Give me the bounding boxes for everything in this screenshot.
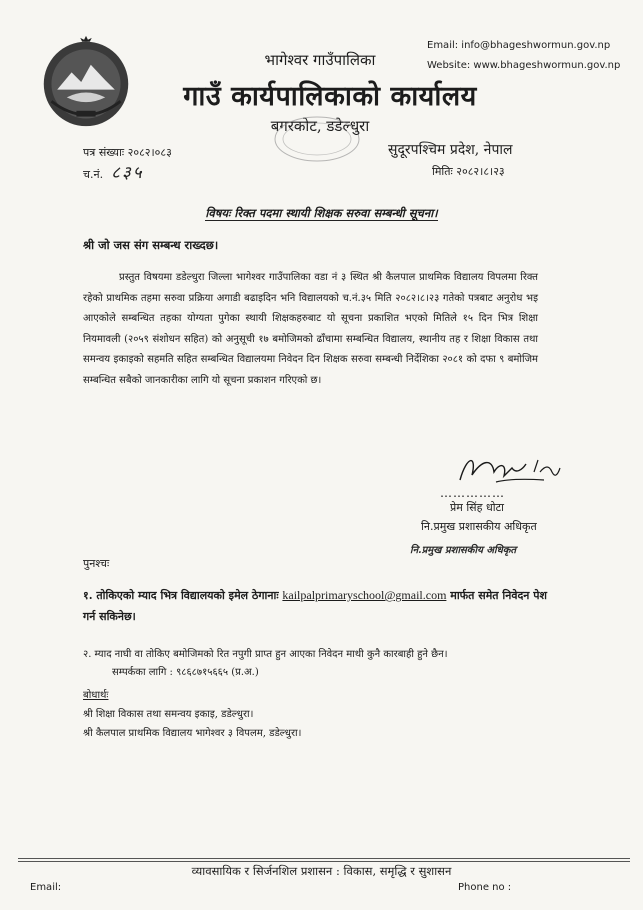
cc-item: श्री शिक्षा विकास तथा समन्वय इकाइ, डडेल्धुरा।: [83, 709, 254, 720]
chalani-number: [83, 163, 172, 185]
addressee: श्री जो जस संग सम्बन्ध राख्दछ।: [83, 238, 219, 252]
footer-email-label: Email:: [30, 882, 62, 893]
postscript-note-2: २. म्याद नाघी वा तोकिए बमोजिमको रित नपुगी प्राप्त हुन आएका निवेदन माथी कुनै कारबाही हुने छैन।: [83, 649, 448, 660]
contact-block: [427, 36, 620, 76]
municipality-name: भागेश्वर गाउँपालिका: [264, 51, 376, 69]
office-place: बगरकोट, डडेल्धुरा: [270, 117, 370, 135]
signature-dots: ……………: [440, 486, 505, 500]
chalani-label: च.नं.: [83, 168, 104, 181]
patra-sankhya: पत्र संख्याः २०८२।०८३: [83, 146, 172, 159]
letter-date: मितिः २०८२।८।२३: [432, 165, 505, 178]
note1-prefix: १. तोकिएको म्याद भित्र विद्यालयको इमेल ठेगानाः: [83, 589, 279, 602]
cc-block: [83, 686, 301, 743]
footer-phone-label: Phone no :: [458, 882, 512, 893]
subject-text: विषयः रिक्त पदमा स्थायी शिक्षक सरुवा सम्बन्धी सूचना।: [205, 206, 438, 220]
subject-line: [0, 206, 643, 221]
contact-number: सम्पर्कका लागि : ९८६८७१५६६५ (प्र.अ.): [112, 667, 259, 678]
cc-title: बोधार्थः: [83, 690, 109, 701]
signature-icon: [452, 450, 572, 490]
nepal-emblem-icon: [38, 34, 134, 130]
chalani-value: ८३५: [111, 163, 144, 183]
school-email-link[interactable]: kailpalprimaryschool@gmail.com: [282, 588, 447, 602]
body-paragraph: प्रस्तुत विषयमा डडेल्धुरा जिल्ला भागेश्वर गाउँपालिका वडा नं ३ स्थित श्री कैलपाल प्राथमिक विद्यालय विपलमा रिक्त रहेको प्राथमिक तहमा सरुवा प्रक्रिया अगाडी बढाइदिन भनि विद्यालयको च.नं.३५ मिति २०८२।८।२३ गतेको पत्रबाट अनुरोध भइ आएकोले सम्बन्धित तहका योग्यता पुगेका स्थायी शिक्षकहरुबाट यो सूचना प्रकाशित भएको मितिले १५ दिन भित्र शिक्षा नियमावली (२०५९ संशोधन सहित) को अनुसूची १७ बमोजिमको ढाँचामा सम्बन्धित विद्यालय, स्थानीय तह र शिक्षा विकास तथा समन्वय इकाइको सहमति सहित सम्बन्धित विद्यालयमा निवेदन दिन शिक्षक सरुवा सम्बन्धी निर्देशिका २०८१ को दफा ९ बमोजिम सम्बन्धित सबैको जानकारीका लागि यो सूचना प्रकाशन गरिएको छ।: [83, 272, 538, 386]
reference-block: [83, 142, 172, 185]
cc-item: श्री कैलपाल प्राथमिक विद्यालय भागेश्वर ३ विपलम, डडेल्धुरा।: [83, 728, 302, 739]
header-website: Website: www.bhageshwormun.gov.np: [427, 60, 621, 71]
postscript-label: पुनश्चः: [83, 557, 110, 570]
footer-divider: [18, 858, 630, 859]
header-email: Email: info@bhageshwormun.gov.np: [427, 40, 611, 51]
designation-stamp: नि.प्रमुख प्रशासकीय अधिकृत: [410, 545, 517, 556]
footer-divider: [18, 861, 630, 862]
signatory-name: प्रेम सिंह धोटा: [450, 501, 504, 514]
signatory-designation: नि.प्रमुख प्रशासकीय अधिकृत: [421, 520, 537, 533]
postscript-note-1: [83, 585, 553, 627]
footer-slogan: व्यावसायिक र सिर्जनशिल प्रशासन : विकास, समृद्धि र सुशासन: [191, 864, 452, 878]
office-stamp-icon: [262, 110, 372, 168]
province: सुदूरपश्चिम प्रदेश, नेपाल: [388, 142, 513, 158]
office-title: गाउँ कार्यपालिकाको कार्यालय: [183, 81, 477, 112]
note1-suffix: मार्फत समेत निवेदन पेश गर्न सकिनेछ।: [83, 589, 547, 623]
